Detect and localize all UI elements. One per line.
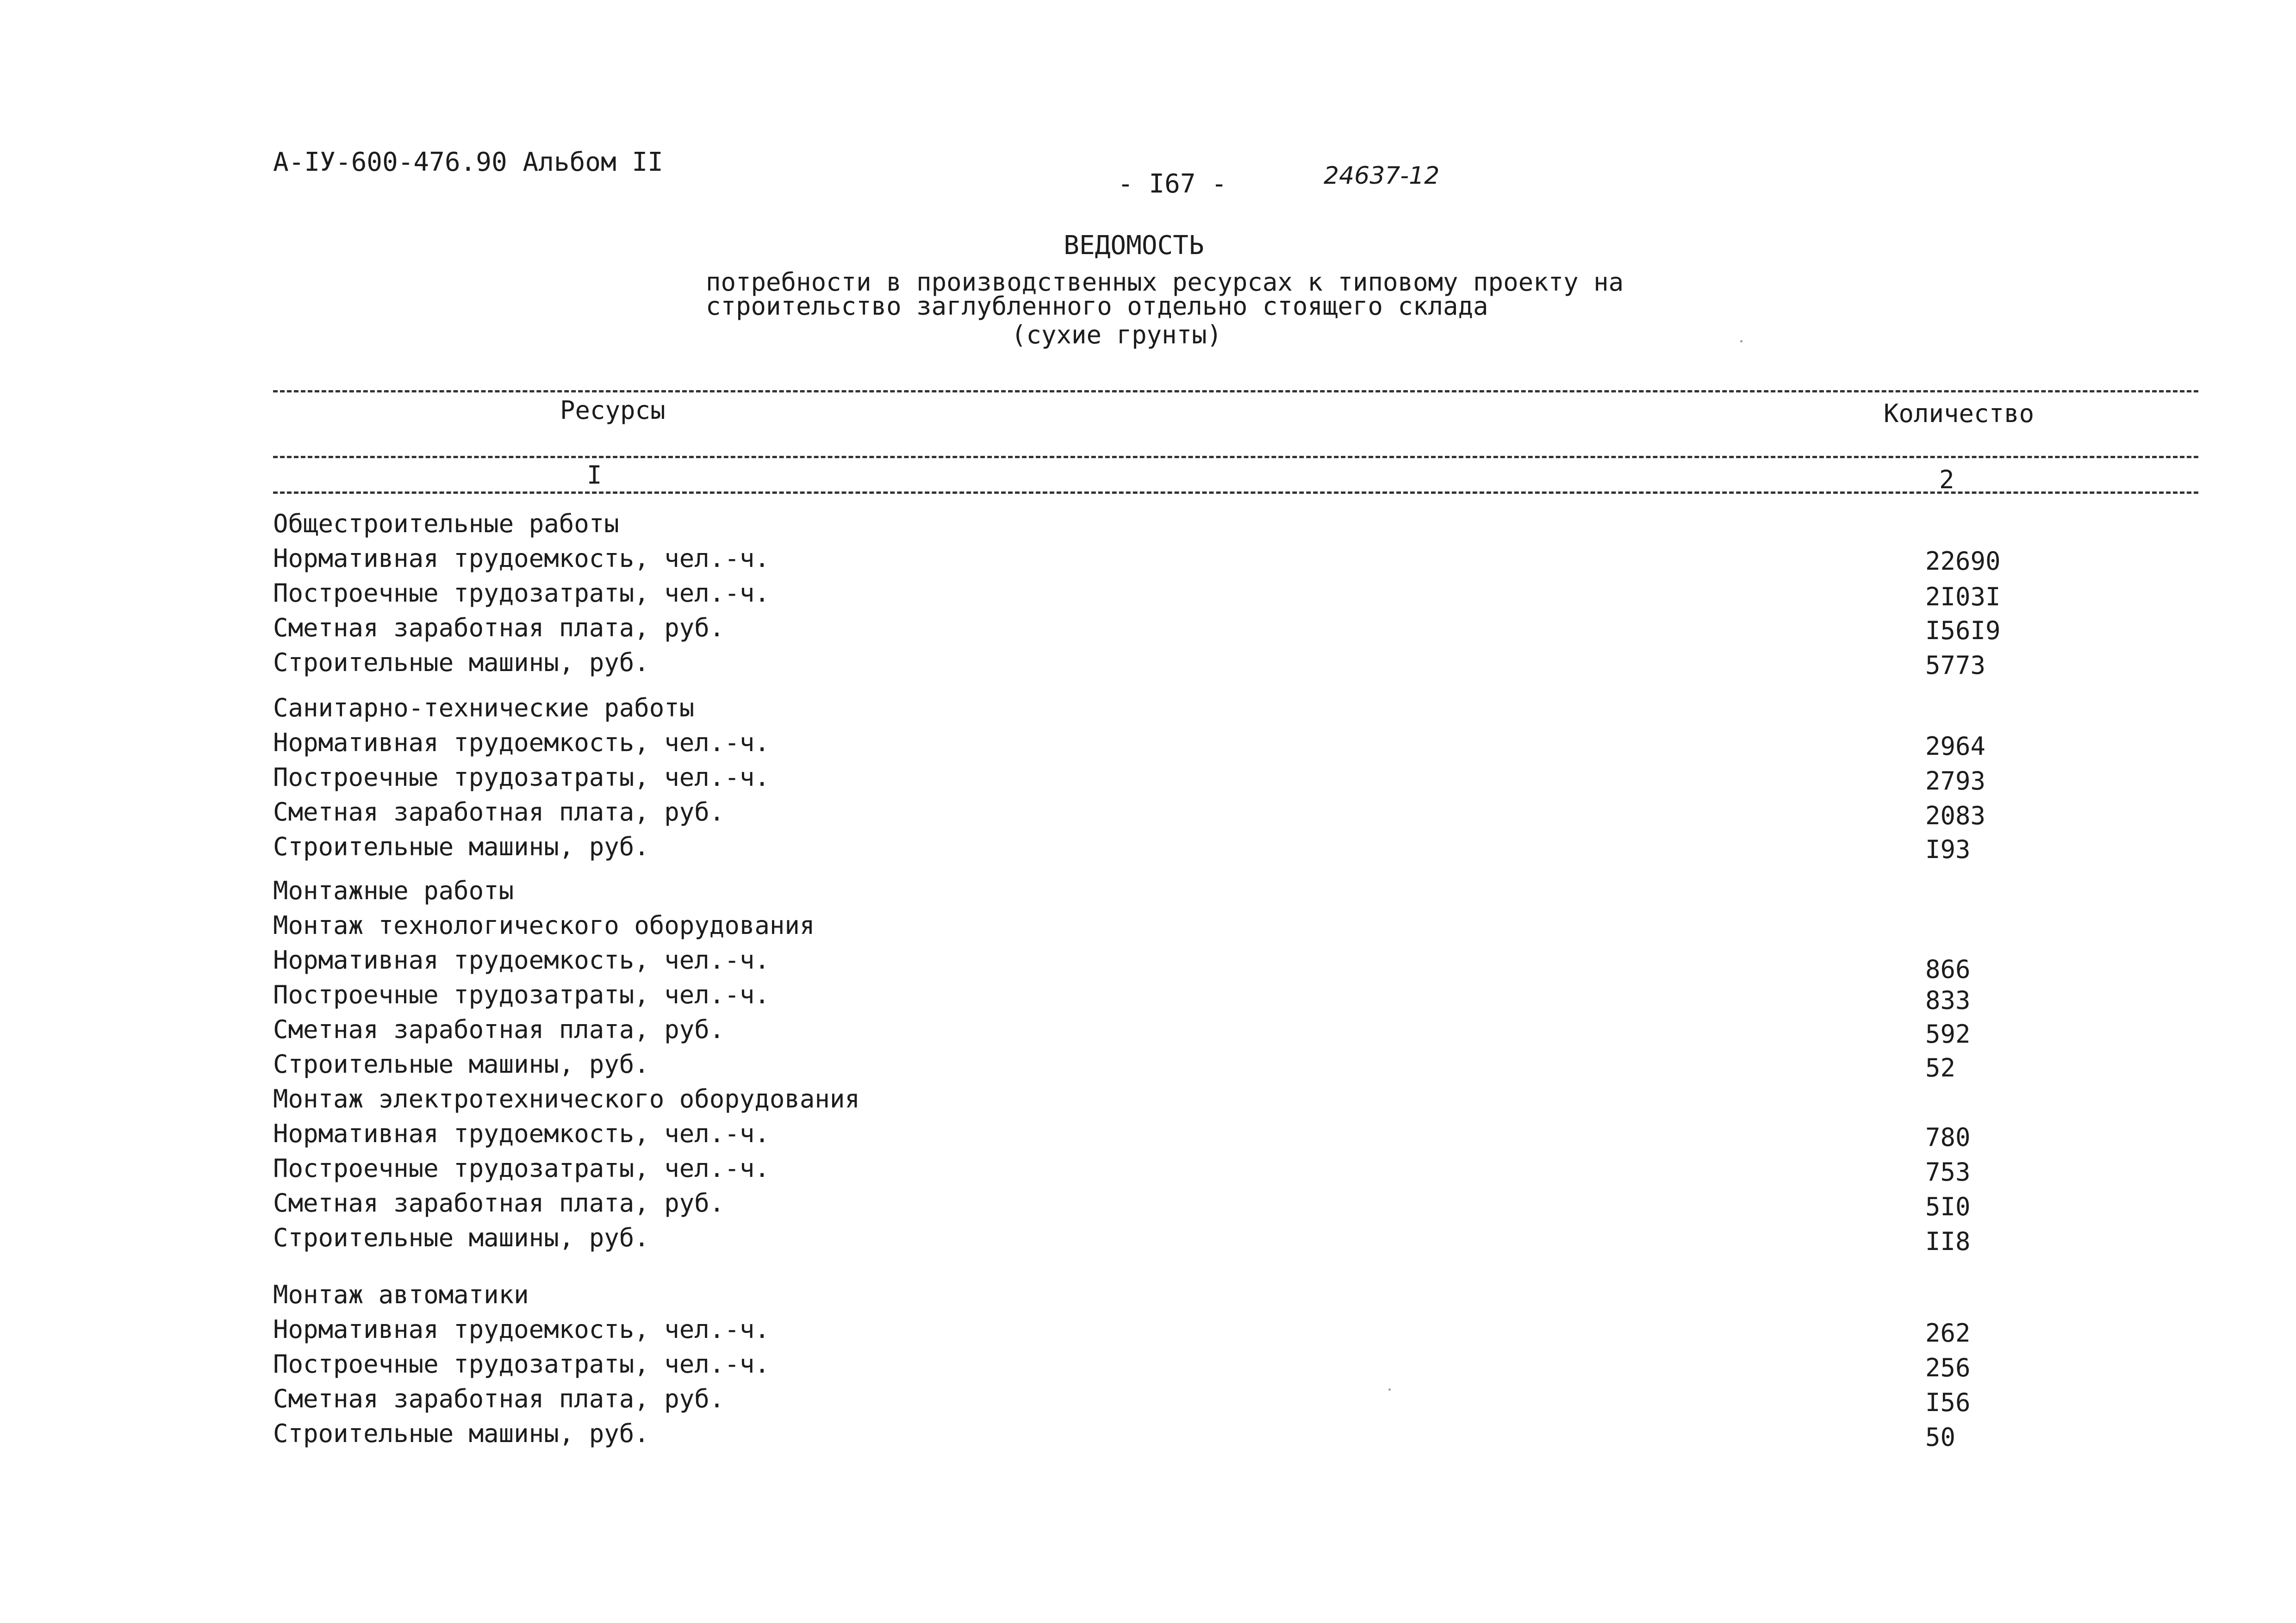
row-label: Строительные машины, руб. — [273, 1050, 649, 1079]
row-label: Нормативная трудоемкость, чел.-ч. — [273, 945, 770, 975]
section-heading: Общестроительные работы — [273, 509, 619, 538]
row-value: 256 — [1925, 1353, 1971, 1382]
row-value: 866 — [1925, 955, 1971, 984]
row-value: 5773 — [1925, 651, 1986, 680]
column-number-2: 2 — [1939, 465, 1954, 494]
document-title: ВЕДОМОСТЬ — [1064, 230, 1204, 261]
row-label: Построечные трудозатраты, чел.-ч. — [273, 578, 770, 608]
row-label: Строительные машины, руб. — [273, 832, 649, 861]
table-top-rule — [273, 390, 2198, 392]
row-label: Построечные трудозатраты, чел.-ч. — [273, 1154, 770, 1183]
handwritten-number: 24637-12 — [1324, 162, 1440, 190]
row-label: Строительные машины, руб. — [273, 648, 649, 677]
row-value: 780 — [1925, 1123, 1971, 1152]
row-label: Построечные трудозатраты, чел.-ч. — [273, 980, 770, 1009]
document-code: А-IУ-600-476.90 Альбом II — [273, 147, 663, 177]
column-number-1: I — [587, 460, 602, 490]
section-heading: Санитарно-технические работы — [273, 693, 695, 722]
row-value: I93 — [1925, 835, 1971, 864]
title-line-2: строительство заглубленного отдельно стоящего склада — [706, 292, 1488, 321]
subsection-heading: Монтаж автоматики — [273, 1280, 529, 1309]
row-value: I56 — [1925, 1388, 1971, 1417]
row-label: Сметная заработная плата, руб. — [273, 797, 725, 827]
row-label: Построечные трудозатраты, чел.-ч. — [273, 763, 770, 792]
row-value: 2964 — [1925, 732, 1986, 761]
row-value: 262 — [1925, 1318, 1971, 1348]
table-numbering-rule — [273, 491, 2198, 494]
scan-speck — [1388, 1388, 1391, 1391]
scan-speck — [1740, 340, 1742, 342]
row-label: Сметная заработная плата, руб. — [273, 613, 725, 642]
row-value: 52 — [1925, 1053, 1956, 1082]
row-label: Нормативная трудоемкость, чел.-ч. — [273, 1119, 770, 1148]
row-value: 833 — [1925, 986, 1971, 1015]
title-line-1: потребности в производственных ресурсах к типовому проекту на — [706, 267, 1624, 297]
row-value: 2083 — [1925, 801, 1986, 830]
row-value: 2I03I — [1925, 582, 2001, 611]
row-label: Нормативная трудоемкость, чел.-ч. — [273, 1315, 770, 1344]
row-label: Нормативная трудоемкость, чел.-ч. — [273, 728, 770, 757]
row-label: Построечные трудозатраты, чел.-ч. — [273, 1349, 770, 1379]
row-label: Сметная заработная плата, руб. — [273, 1188, 725, 1218]
row-value: I56I9 — [1925, 616, 2001, 645]
row-label: Нормативная трудоемкость, чел.-ч. — [273, 544, 770, 573]
section-heading: Монтажные работы — [273, 876, 514, 905]
row-value: 753 — [1925, 1157, 1971, 1187]
row-label: Строительные машины, руб. — [273, 1223, 649, 1252]
row-value: II8 — [1925, 1227, 1971, 1256]
row-label: Сметная заработная плата, руб. — [273, 1384, 725, 1413]
column-header-quantity: Количество — [1884, 399, 2035, 428]
subsection-heading: Монтаж технологического оборудования — [273, 911, 815, 940]
column-header-resources: Ресурсы — [560, 396, 666, 425]
subsection-heading: Монтаж электротехнического оборудования — [273, 1084, 860, 1113]
table-header-rule — [273, 456, 2198, 458]
row-value: 592 — [1925, 1020, 1971, 1049]
row-value: 2793 — [1925, 766, 1986, 796]
row-value: 22690 — [1925, 547, 2001, 576]
page-number: - I67 - — [1118, 169, 1227, 199]
title-line-3: (сухие грунты) — [1011, 320, 1222, 349]
row-label: Строительные машины, руб. — [273, 1419, 649, 1448]
row-value: 5I0 — [1925, 1192, 1971, 1221]
row-value: 50 — [1925, 1423, 1956, 1452]
row-label: Сметная заработная плата, руб. — [273, 1015, 725, 1044]
